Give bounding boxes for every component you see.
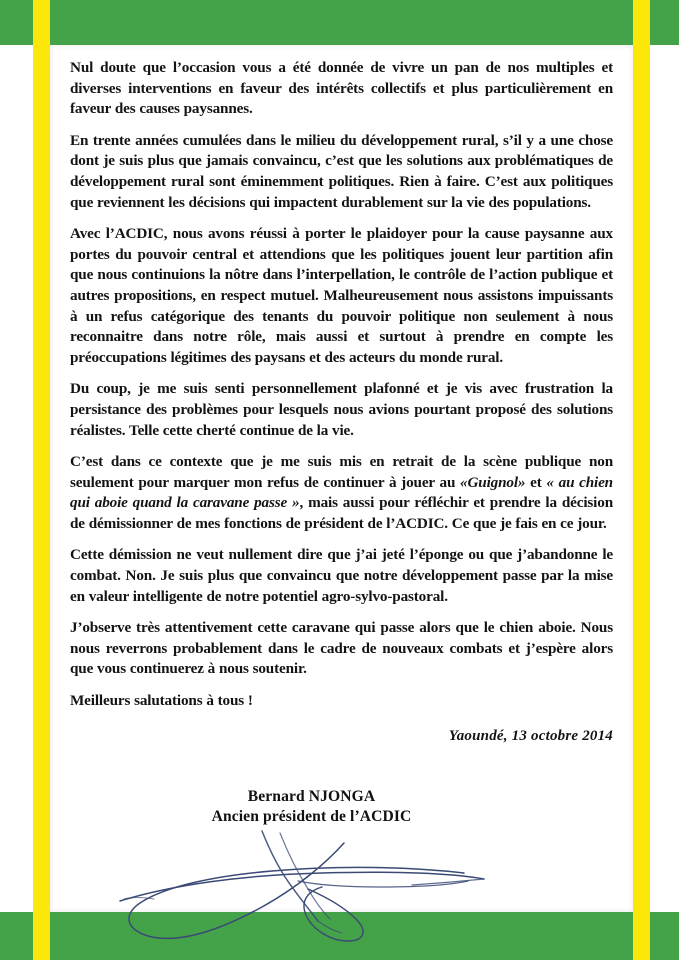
body-text: Cette démission ne veut nullement dire que j’ai jeté l’éponge ou que j’abandonne le combat. Non. Je suis plus que convaincu que notre développement passe par la mise en valeur intelligente de notre potentiel agro-sylvo-pastoral. (70, 546, 613, 605)
paragraph-2 (70, 131, 613, 213)
body-text: En trente années cumulées dans le milieu du développement rural, s’il y a une chose dont je suis plus que jamais convaincu, c’est que les solutions aux problématiques de développement rural sont éminemment politiques. Rien à faire. C’est aux politiques que reviennent les décisions qui impactent durablement sur la vie des populations. (70, 131, 613, 211)
letter-body (70, 58, 613, 954)
body-text: Du coup, je me suis senti personnellement plafonné et je vis avec frustration la persistance des problèmes pour lesquels nous avions pourtant proposé des solutions réalistes. Telle cette cherté continue de la vie. (70, 380, 613, 439)
salutation-line: Meilleurs salutations à tous ! (70, 692, 253, 710)
body-text: C’est dans ce contexte que je me suis mis en retrait de la scène publique non seulement pour marquer mon refus de continuer à jouer au (70, 453, 613, 491)
paragraph-6 (70, 545, 613, 607)
body-text: Nul doute que l’occasion vous a été donnée de vivre un pan de nos multiples et diverses interventions en faveur des intérêts collectifs et plus particulièrement en faveur des causes paysannes. (70, 59, 613, 118)
body-text: , mais aussi pour réfléchir et prendre la décision de démissionner de mes fonctions de président de l’ACDIC. Ce que je fais en ce jour. (70, 494, 613, 532)
body-text: et (525, 473, 547, 491)
signer-name: Bernard NJONGA (247, 787, 376, 805)
top-green-band (0, 0, 679, 45)
place-and-date: Yaoundé, 13 octobre 2014 (448, 727, 613, 744)
signature-block (70, 787, 613, 827)
handwritten-signature (70, 829, 613, 954)
paragraph-7 (70, 618, 613, 680)
paragraph-5 (70, 452, 613, 534)
emphasis-text: « au chien qui aboie quand la caravane passe » (70, 473, 613, 512)
paragraph-1 (70, 58, 613, 120)
body-text: Avec l’ACDIC, nous avons réussi à porter le plaidoyer pour la cause paysanne aux portes du pouvoir central et attendions que les politiques jouent leur partition afin que nous continuions la nôtre dans l’interpellation, le contrôle de l’action publique et autres propositions, en respect mutuel. Malheureusement nous assistons impuissants à un refus catégorique des tenants du pouvoir politique non seulement à nous reconnaitre dans notre rôle, mais aussi et surtout à prendre en compte les préoccupations légitimes des paysans et des acteurs du monde rural. (70, 225, 613, 366)
signer-title: Ancien président de l’ACDIC (211, 807, 412, 825)
right-yellow-stripe (633, 0, 650, 960)
paragraph-3 (70, 224, 613, 368)
paragraph-4 (70, 379, 613, 441)
left-yellow-stripe (33, 0, 50, 960)
emphasis-text: «Guignol» (460, 473, 526, 491)
body-text: J’observe très attentivement cette caravane qui passe alors que le chien aboie. Nous nous reverrons probablement dans le cadre de nouveaux combats et j’espère alors que vous continuerez à nous soutenir. (70, 619, 613, 678)
